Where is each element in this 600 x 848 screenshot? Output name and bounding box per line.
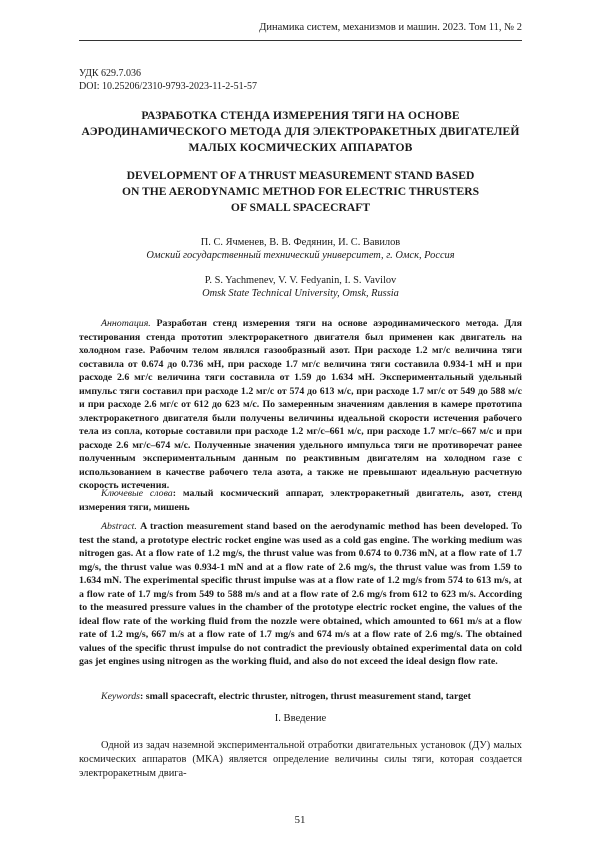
author-names-en: P. S. Yachmenev, V. V. Fedyanin, I. S. Vavilov [204, 275, 397, 286]
abstract-english [79, 520, 522, 669]
annotation-label: Аннотация. [101, 318, 151, 329]
keywords-english [79, 690, 522, 704]
abstract-label: Abstract. [101, 521, 137, 532]
article-identifiers [79, 68, 257, 93]
affiliation-en: Omsk State Technical University, Omsk, Russia [202, 288, 399, 299]
keywords-en-label: Keywords [101, 691, 141, 702]
title-en-line: OF SMALL SPACECRAFT [230, 201, 371, 214]
title-en-line: ON THE AERODYNAMIC METHOD FOR ELECTRIC THRUSTERS [121, 185, 480, 198]
body-paragraph: Одной из задач наземной экспериментальной отработки двигательных установок (ДУ) малых космических аппаратов (МКА) является определение величины силы тяги, которая создается электроракетным двига- [79, 740, 522, 779]
authors-russian [79, 236, 522, 262]
authors-english [79, 274, 522, 300]
title-russian [79, 108, 522, 156]
title-en-line: DEVELOPMENT OF A THRUST MEASUREMENT STAND BASED [126, 169, 475, 182]
annotation-russian [79, 317, 522, 493]
author-names-ru: П. С. Ячменев, В. В. Федянин, И. С. Вавилов [200, 237, 401, 248]
title-ru-line: РАЗРАБОТКА СТЕНДА ИЗМЕРЕНИЯ ТЯГИ НА ОСНОВЕ [141, 109, 460, 122]
annotation-text: Разработан стенд измерения тяги на основе аэродинамического метода. Для тестирования стенда прототип электроракетного двигателя был применен как двигатель на холодном газе. Рабочим телом являлся газообразный азот. При расходе 1.2 мг/с величина тяги составила от 0.674 до 0.736 мН, при расходе 1.7 мг/с величина тяги составила 0.934-1 мН и при расходе 2.6 мг/с величина тяги составила от 1.59 до 1.634 мН. Экспериментальный удельный импульс тяги составил при расходе 1.2 мг/с от 574 до 613 м/с, при расходе 1.7 мг/с от 549 до 588 м/с и при расходе 2.6 мг/с от 612 до 623 м/с. По замеренным значениям давления в камере прототипа электроракетного двигателя были получены величины идеальной скорости истечения рабочего тела из сопла, которые составили при расходе 1.2 мг/с–661 м/с, при расходе 1.7 мг/с–667 м/с и при расходе 2.6 мг/с–674 м/с. Полученные значения удельного импульса тяги не противоречат ранее полученным экспериментальным данным по реактивным двигателям на холодном газе с использованием в качестве рабочего тела азота, а также не превышают идеальную расчетную скорость истечения. [79, 318, 522, 491]
udc-code: УДК 629.7.036 [79, 68, 142, 79]
title-english [79, 168, 522, 216]
abstract-text: A traction measurement stand based on the aerodynamic method has been developed. To test the stand, a prototype electric rocket engine was used as a cold gas engine. The working medium was nitrogen gas. At a flow rate of 1.2 mg/s, the thrust value was from 0.674 to 0.736 mN, at a flow rate of 1.7 mg/s, the thrust value was 0.934-1 mN and at a flow rate of 2.6 mg/s, the thrust value was from 1.59 to 1.634 mN. The experimental specific thrust impulse was at a flow rate of 1.2 mg/s from 574 to 613 m/s, at a flow rate of 1.7 mg/s from 549 to 588 m/s and at a flow rate of 2.6 mg/s from 612 to 623 m/s. According to the measured pressure values in the chamber of the prototype electric rocket engine, the values of the ideal flow rate of the working fluid from the nozzle were obtained, which amounted to 661 m/s at a flow rate of 1.2 mg/s, 667 m/s at a flow rate of 1.7 mg/s and 674 m/s at a flow rate of 2.6 mg/s. The obtained values of the specific thrust impulse do not contradict the previously obtained experimental data on cold gas jet engines using nitrogen as the working fluid, and also do not exceed the ideal design flow rate. [79, 521, 522, 667]
header-rule [79, 40, 522, 41]
keywords-ru-text: : малый космический аппарат, электроракетный двигатель, азот, стенд измерения тяги, мишень [79, 488, 523, 513]
running-header: Динамика систем, механизмов и машин. 2023. Том 11, № 2 [259, 22, 522, 33]
title-ru-line: МАЛЫХ КОСМИЧЕСКИХ АППАРАТОВ [188, 141, 413, 154]
keywords-en-text: : small spacecraft, electric thruster, nitrogen, thrust measurement stand, target [140, 691, 471, 702]
section-heading: I. Введение [274, 713, 327, 724]
doi: DOI: 10.25206/2310-9793-2023-11-2-51-57 [79, 80, 257, 92]
page-number: 51 [294, 814, 306, 826]
keywords-ru-label: Ключевые слова [101, 488, 173, 499]
title-ru-line: АЭРОДИНАМИЧЕСКОГО МЕТОДА ДЛЯ ЭЛЕКТРОРАКЕТНЫХ ДВИГАТЕЛЕЙ [81, 125, 520, 138]
affiliation-ru: Омский государственный технический университет, г. Омск, Россия [146, 250, 455, 261]
keywords-russian [79, 487, 522, 514]
